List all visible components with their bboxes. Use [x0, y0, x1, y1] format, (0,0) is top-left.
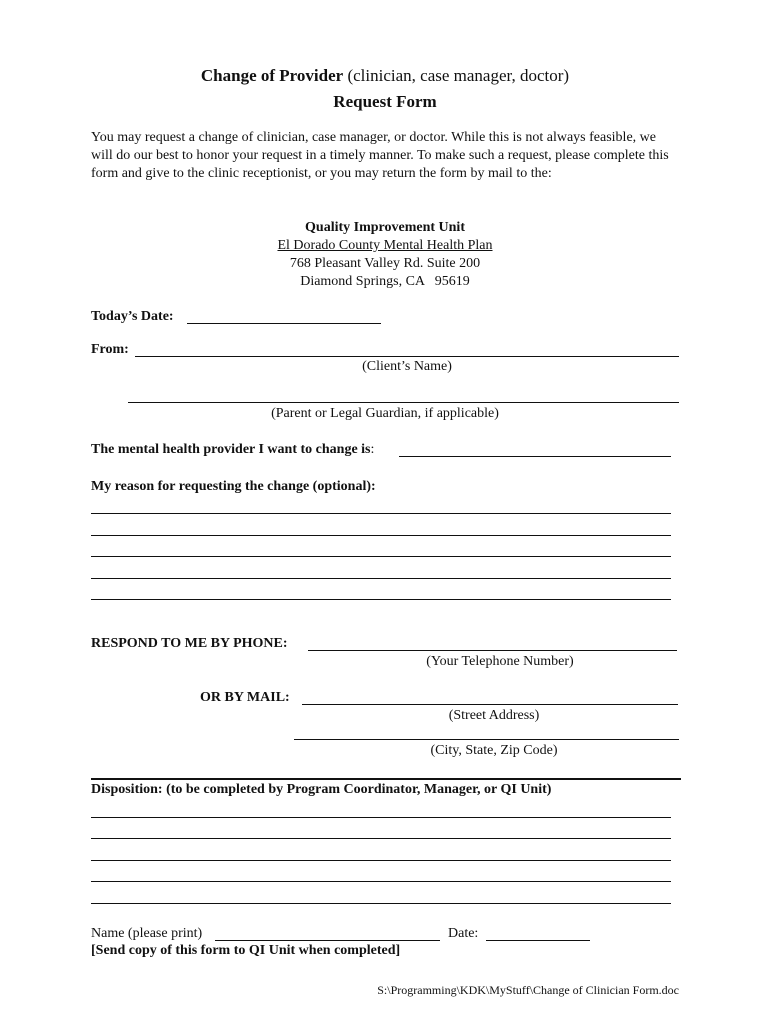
city-caption: (City, State, Zip Code)	[430, 743, 558, 758]
reason-line[interactable]	[91, 578, 671, 579]
disposition-line[interactable]	[91, 903, 671, 904]
guardian-name-field[interactable]	[128, 402, 679, 403]
todays-date-label: Today’s Date:	[91, 309, 174, 324]
reason-line[interactable]	[91, 513, 671, 514]
guardian-caption: (Parent or Legal Guardian, if applicable)	[271, 406, 499, 421]
form-title	[0, 66, 770, 86]
provider-field[interactable]	[399, 456, 671, 457]
address-unit: Quality Improvement Unit	[305, 220, 465, 235]
phone-label: RESPOND TO ME BY PHONE:	[91, 636, 288, 651]
intro-paragraph: You may request a change of clinician, case manager, or doctor. While this is not always feasible, we will do our best to honor your request in a timely manner. To make such a request, please complete this form and give to the clinic receptionist, or you may return the form by mail to the:	[91, 130, 669, 181]
disposition-line[interactable]	[91, 860, 671, 861]
reason-line[interactable]	[91, 535, 671, 536]
address-org: El Dorado County Mental Health Plan	[277, 238, 493, 253]
reason-line[interactable]	[91, 556, 671, 557]
provider-label: The mental health provider I want to change is	[91, 442, 371, 457]
date-field[interactable]	[486, 940, 590, 941]
subtitle-text: Request Form	[333, 92, 437, 111]
name-print-field[interactable]	[215, 940, 440, 941]
disposition-line[interactable]	[91, 881, 671, 882]
provider-label-row	[91, 442, 374, 458]
client-name-field[interactable]	[135, 356, 679, 357]
street-field[interactable]	[302, 704, 678, 705]
address-street: 768 Pleasant Valley Rd. Suite 200	[289, 256, 481, 271]
client-name-caption: (Client’s Name)	[362, 359, 452, 374]
send-copy-note: [Send copy of this form to QI Unit when completed]	[91, 943, 401, 958]
city-field[interactable]	[294, 739, 679, 740]
from-label: From:	[91, 342, 129, 357]
title-bold: Change of Provider	[200, 66, 344, 85]
date-label: Date:	[448, 926, 479, 941]
title-paren: (clinician, case manager, doctor)	[347, 66, 570, 85]
street-caption: (Street Address)	[448, 708, 540, 723]
disposition-line[interactable]	[91, 817, 671, 818]
disposition-label: Disposition: (to be completed by Program Coordinator, Manager, or QI Unit)	[91, 782, 552, 797]
file-path-footer: S:\Programming\KDK\MyStuff\Change of Clinician Form.doc	[377, 983, 679, 997]
provider-colon: :	[370, 442, 375, 457]
mail-label: OR BY MAIL:	[200, 690, 290, 705]
disposition-rule	[91, 778, 681, 780]
phone-field[interactable]	[308, 650, 677, 651]
reason-line[interactable]	[91, 599, 671, 600]
todays-date-field[interactable]	[187, 323, 381, 324]
disposition-line[interactable]	[91, 838, 671, 839]
name-print-label: Name (please print)	[91, 926, 203, 941]
address-block	[0, 219, 770, 291]
reason-label: My reason for requesting the change (optional):	[91, 479, 376, 494]
form-subtitle	[0, 92, 770, 112]
address-city: Diamond Springs, CA 95619	[300, 274, 470, 289]
phone-caption: (Your Telephone Number)	[426, 654, 574, 669]
